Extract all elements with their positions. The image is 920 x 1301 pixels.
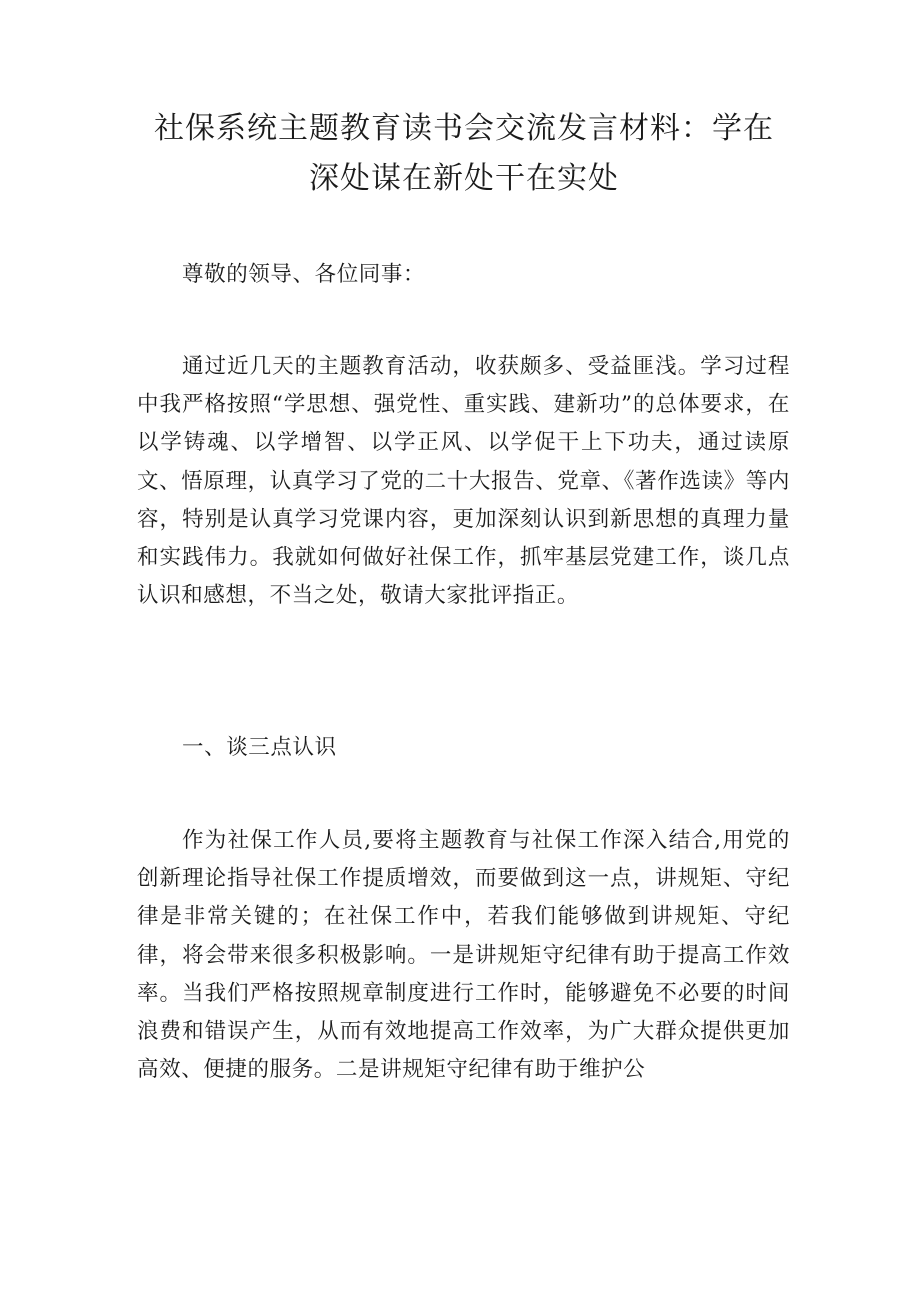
greeting: 尊敬的领导、各位同事： xyxy=(182,262,426,287)
paragraph-body: 作为社保工作人员,要将主题教育与社保工作深入结合,用党的创新理论指导社保工作提质增效，而要做到这一点，讲规矩、守纪律是非常关键的；在社保工作中，若我们能够做到讲规矩、守纪律，将会带来很多积极影响。一是讲规矩守纪律有助于提高工作效率。当我们严格按照规章制度进行工作时，能够避免不必要的时间浪费和错误产生，从而有效地提高工作效率，为广大群众提供更加高效、便捷的服务。二是讲规矩守纪律有助于维护公 xyxy=(137,828,790,1083)
section-heading: 一、谈三点认识 xyxy=(182,735,337,760)
document-title: 社保系统主题教育读书会交流发言材料：学在深处谋在新处干在实处 xyxy=(154,111,774,196)
paragraph-intro: 通过近几天的主题教育活动，收获颇多、受益匪浅。学习过程中我严格按照“学思想、强党性、重实践、建新功”的总体要求，在以学铸魂、以学增智、以学正风、以学促干上下功夫，通过读原文、悟原理，认真学习了党的二十大报告、党章、《著作选读》等内容，特别是认真学习党课内容，更加深刻认识到新思想的真理力量和实践伟力。我就如何做好社保工作，抓牢基层党建工作，谈几点认识和感想，不当之处，敬请大家批评指正。 xyxy=(137,354,790,609)
